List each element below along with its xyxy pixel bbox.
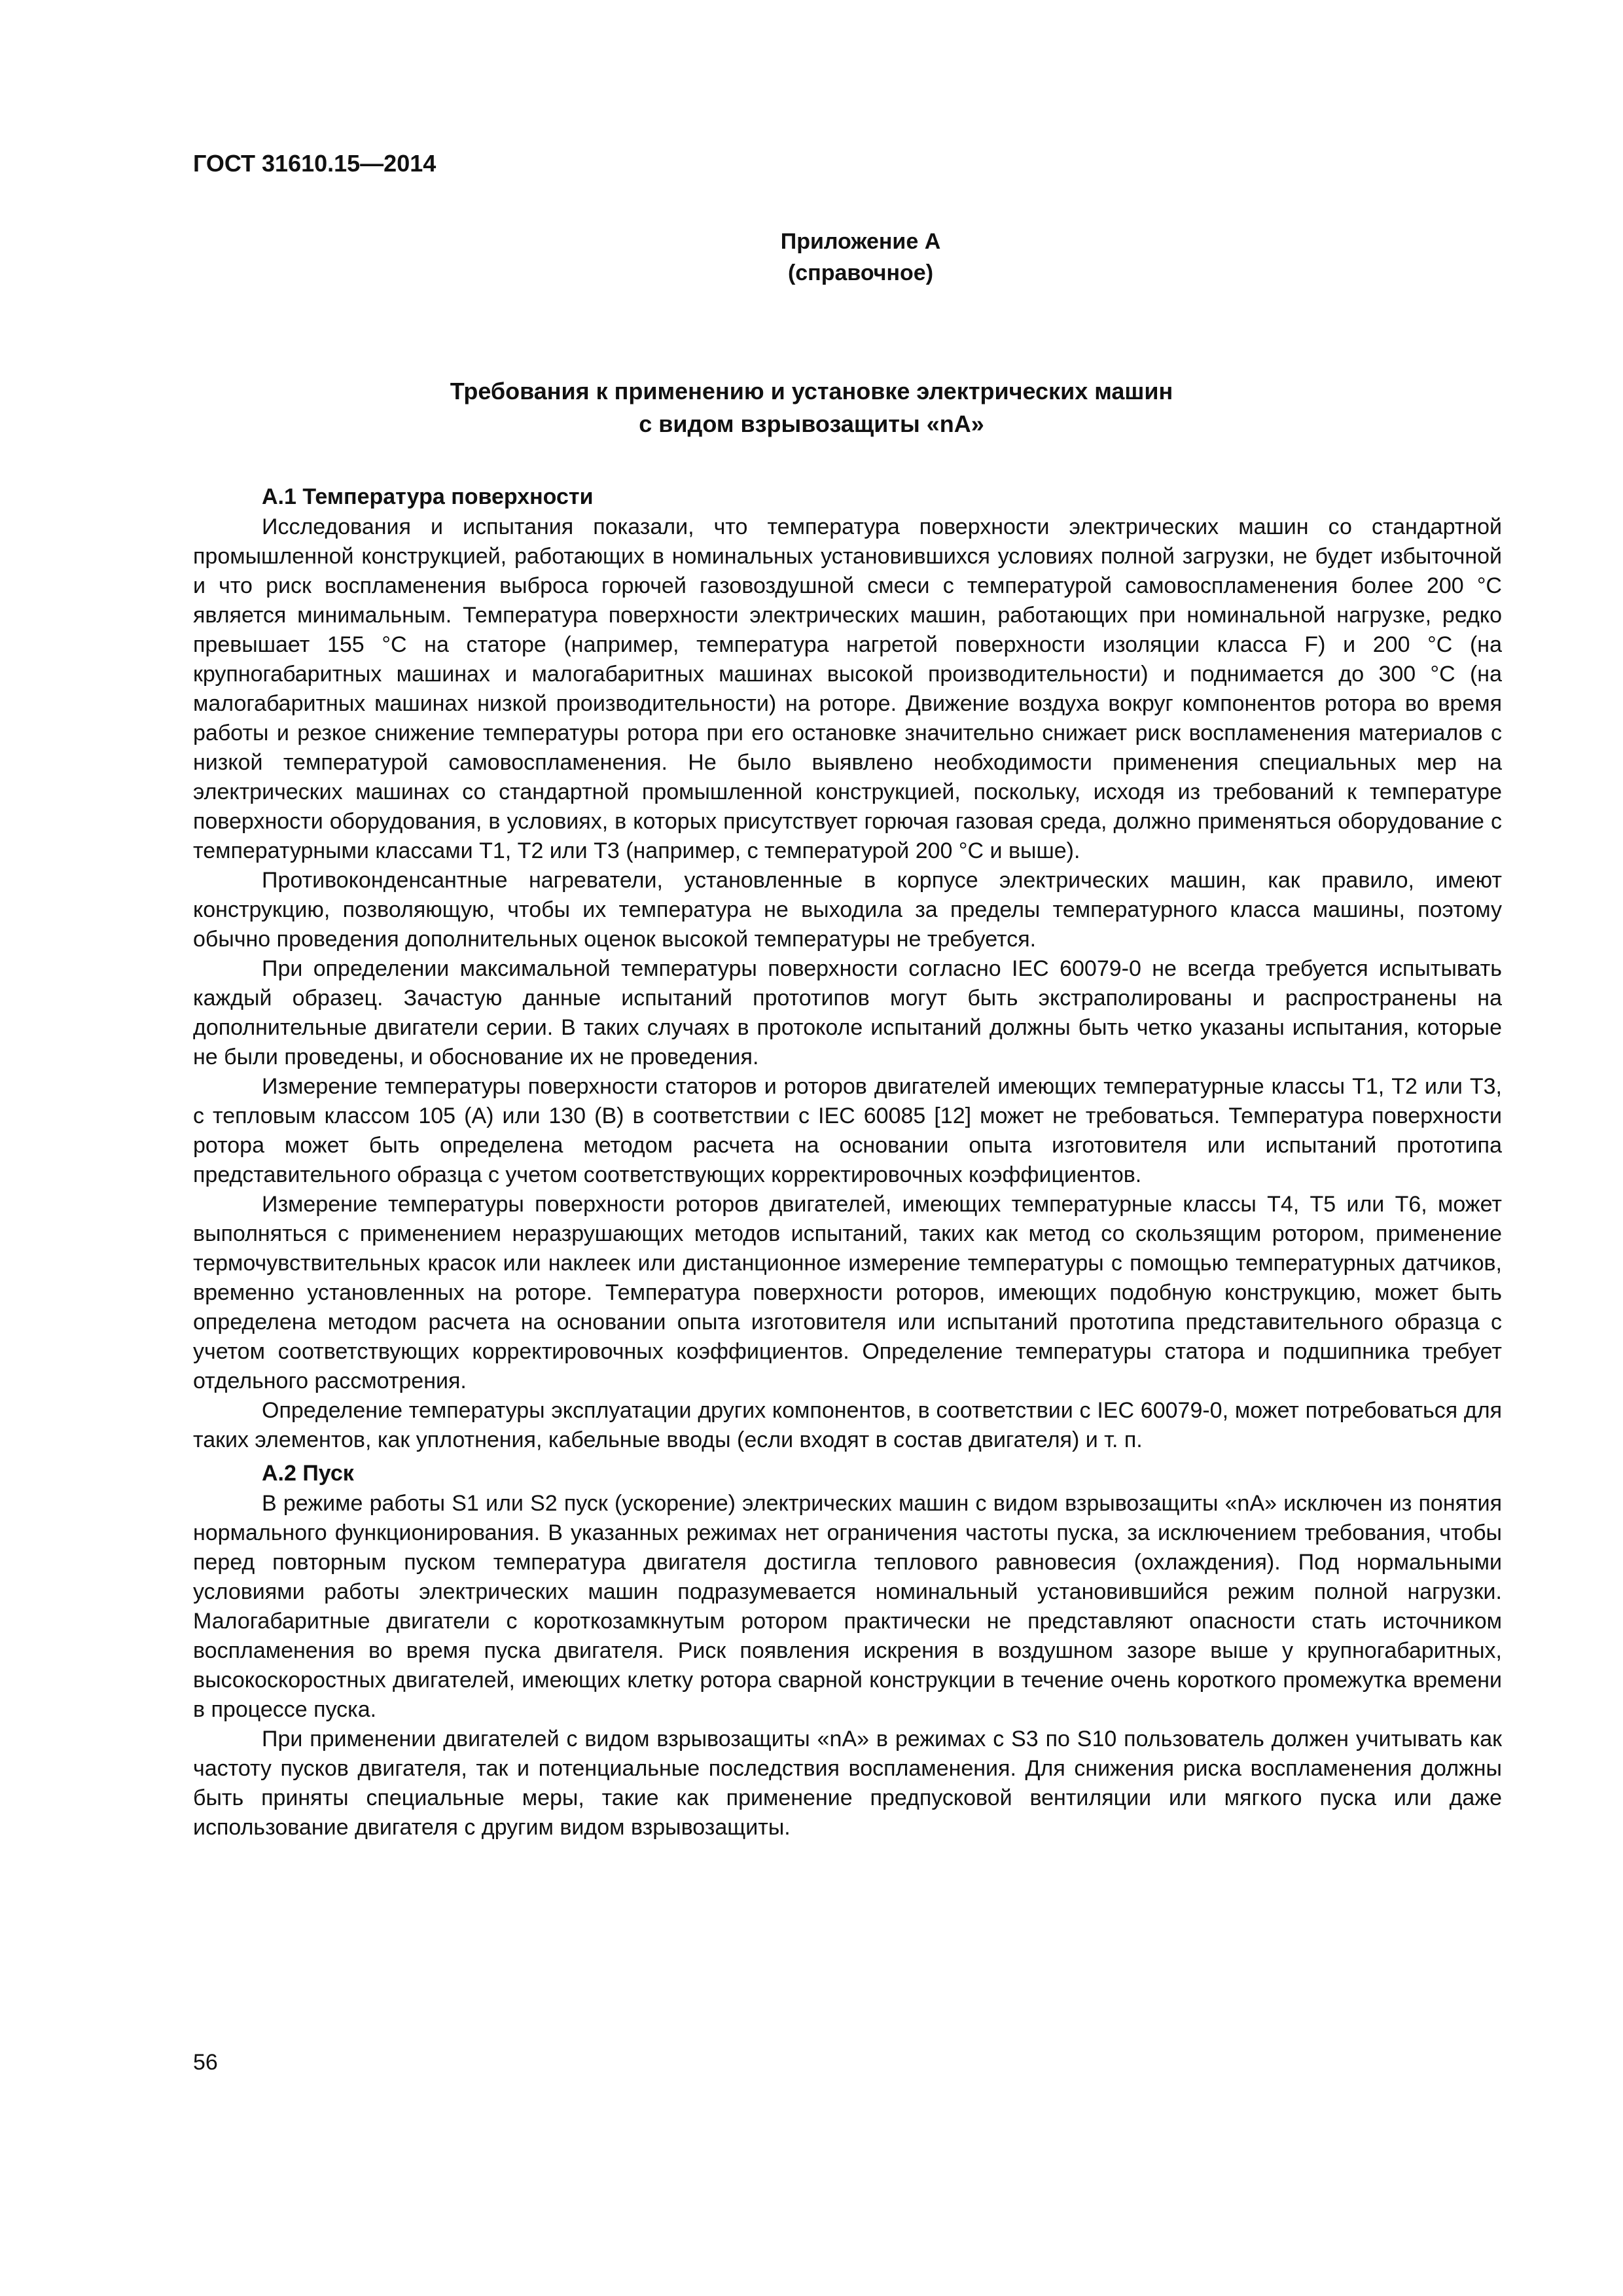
document-code: ГОСТ 31610.15—2014 [193, 150, 437, 177]
section-heading-a2: А.2 Пуск [262, 1461, 354, 1486]
paragraph: Измерение температуры поверхности статоров и роторов двигателей имеющих температурные классы Т1, Т2 или Т3, с тепловым классом 105 (А) или 130 (В) в соответствии с IEC 60085 [12] может не требоваться. Температура поверхности ротора может быть определена методом расчета на основании опыта изготовителя или испытаний прототипа представительного образца с учетом соответствующих корректировочных коэффициентов. [193, 1074, 1502, 1187]
paragraph: При применении двигателей с видом взрывозащиты «nA» в режимах с S3 по S10 пользователь должен учитывать как частоту пусков двигателя, так и потенциальные последствия воспламенения. Для снижения риска воспламенения должны быть приняты специальные меры, такие как применение предпусковой вентиляции или мягкого пуска или даже использование двигателя с другим видом взрывозащиты. [193, 1727, 1502, 1840]
page-number: 56 [193, 2050, 218, 2075]
annex-type: (справочное) [787, 260, 934, 285]
page-title-line-1: Требования к применению и установке электрических машин [450, 378, 1173, 404]
page-title [0, 375, 1623, 440]
document-body [193, 481, 1502, 1842]
paragraph: Измерение температуры поверхности роторов двигателей, имеющих температурные классы Т4, Т5 или Т6, может выполняться с применением неразрушающих методов испытаний, таких как метод со скользящим ротором, применение термочувствительных красок или наклеек или дистанционное измерение температуры с помощью температурных датчиков, временно установленных на роторе. Температура поверхности роторов, имеющих подобную конструкцию, может быть определена методом расчета на основании опыта изготовителя или испытаний прототипа представительного образца с учетом соответствующих корректировочных коэффициентов. Определение температуры статора и подшипника требует отдельного рассмотрения. [193, 1192, 1502, 1393]
annex-block [0, 226, 1623, 289]
paragraph: Исследования и испытания показали, что температура поверхности электрических машин со стандартной промышленной конструкцией, работающих в номинальных установившихся условиях полной загрузки, не будет избыточной и что риск воспламенения выброса горючей газовоздушной смеси с температурой самовоспламенения более 200 °С является минимальным. Температура поверхности электрических машин, работающих при номинальной нагрузке, редко превышает 155 °С на статоре (например, температура нагретой поверхности изоляции класса F) и 200 °С (на крупногабаритных машинах и малогабаритных машинах высокой производительности) и поднимается до 300 °С (на малогабаритных машинах низкой производительности) на роторе. Движение воздуха вокруг компонентов ротора во время работы и резкое снижение температуры ротора при его остановке значительно снижает риск воспламенения материалов с низкой температурой самовоспламенения. Не было выявлено необходимости применения специальных мер на электрических машинах со стандартной промышленной конструкцией, поскольку, исходя из требований к температуре поверхности оборудования, в условиях, в которых присутствует горючая газовая среда, должно применяться оборудование с температурными классами Т1, Т2 или Т3 (например, с температурой 200 °С и выше). [193, 514, 1502, 863]
paragraph: Противоконденсантные нагреватели, установленные в корпусе электрических машин, как правило, имеют конструкцию, позволяющую, чтобы их температура не выходила за пределы температурного класса машины, поэтому обычно проведения дополнительных оценок высокой температуры не требуется. [193, 868, 1502, 952]
page-title-line-2: с видом взрывозащиты «nA» [639, 410, 984, 437]
annex-title: Приложение А [780, 229, 941, 254]
paragraph: При определении максимальной температуры поверхности согласно IEC 60079-0 не всегда требуется испытывать каждый образец. Зачастую данные испытаний прототипов могут быть экстраполированы и распространены на дополнительные двигатели серии. В таких случаях в протоколе испытаний должны быть четко указаны испытания, которые не были проведены, и обоснование их не проведения. [193, 956, 1502, 1069]
section-heading-a1: А.1 Температура поверхности [262, 484, 594, 509]
paragraph: В режиме работы S1 или S2 пуск (ускорение) электрических машин с видом взрывозащиты «nA» исключен из понятия нормального функционирования. В указанных режимах нет ограничения частоты пуска, за исключением требования, чтобы перед повторным пуском температура двигателя достигла теплового равновесия (охлаждения). Под нормальными условиями работы электрических машин подразумевается номинальный установившийся режим полной нагрузки. Малогабаритные двигатели с короткозамкнутым ротором практически не представляют опасности стать источником воспламенения во время пуска двигателя. Риск появления искрения в воздушном зазоре выше у крупногабаритных, высокоскоростных двигателей, имеющих клетку ротора сварной конструкции в течение очень короткого промежутка времени в процессе пуска. [193, 1491, 1502, 1722]
paragraph: Определение температуры эксплуатации других компонентов, в соответствии с IEC 60079-0, может потребоваться для таких элементов, как уплотнения, кабельные вводы (если входят в состав двигателя) и т. п. [193, 1398, 1502, 1452]
